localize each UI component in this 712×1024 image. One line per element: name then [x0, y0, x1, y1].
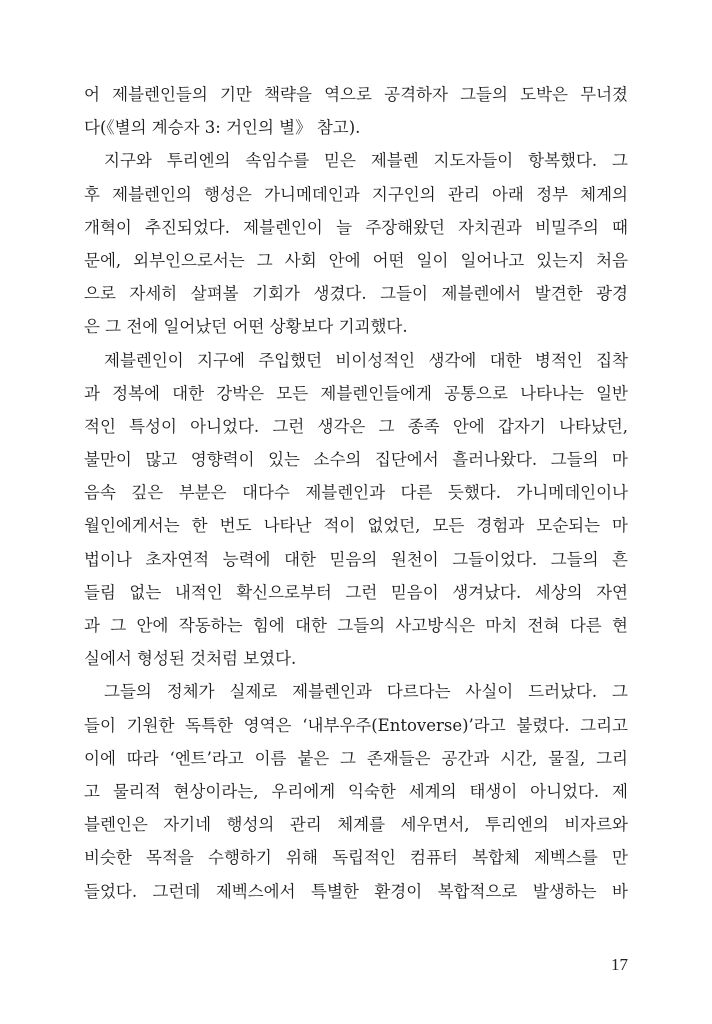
text-line: 실에서 형성된 것처럼 보였다. — [84, 649, 297, 669]
text-line: 적인 특성이 아니었다. 그런 생각은 그 종족 안에 갑자기 나타났던, — [84, 416, 628, 436]
text-line: 월인에게서는 한 번도 나타난 적이 없었던, 모든 경험과 모순되는 마 — [84, 516, 628, 536]
body-text — [84, 78, 628, 908]
text-line: 지구와 투리엔의 속임수를 믿은 제블렌 지도자들이 항복했다. 그 — [104, 151, 628, 171]
text-line: 비슷한 목적을 수행하기 위해 독립적인 컴퓨터 복합체 제벡스를 만 — [84, 848, 628, 868]
text-line: 음속 깊은 부분은 대다수 제블렌인과 다른 듯했다. 가니메데인이나 — [84, 483, 628, 503]
text-line: 제블렌인이 지구에 주입했던 비이성적인 생각에 대한 병적인 집착 — [104, 350, 628, 370]
text-line: 들이 기원한 독특한 영역은 ‘내부우주(Entoverse)’라고 불렸다. 그리고 — [84, 715, 628, 735]
text-line: 개혁이 추진되었다. 제블렌인이 늘 주장해왔던 자치권과 비밀주의 때 — [84, 217, 628, 237]
text-line: 은 그 전에 일어났던 어떤 상황보다 기괴했다. — [84, 317, 408, 337]
text-line: 다(《별의 계승자 3: 거인의 별》 참고). — [84, 118, 361, 138]
text-line: 그들의 정체가 실제로 제블렌인과 다르다는 사실이 드러났다. 그 — [104, 682, 628, 702]
text-line: 들림 없는 내적인 확신으로부터 그런 믿음이 생겨났다. 세상의 자연 — [84, 582, 628, 602]
text-line: 이에 따라 ‘엔트’라고 이름 붙은 그 존재들은 공간과 시간, 물질, 그리 — [84, 748, 628, 768]
text-line: 블렌인은 자기네 행성의 관리 체계를 세우면서, 투리엔의 비자르와 — [84, 815, 628, 835]
text-line: 으로 자세히 살펴볼 기회가 생겼다. 그들이 제블렌에서 발견한 광경 — [84, 284, 628, 304]
text-line: 들었다. 그런데 제벡스에서 특별한 환경이 복합적으로 발생하는 바 — [84, 881, 628, 901]
text-line: 후 제블렌인의 행성은 가니메데인과 지구인의 관리 아래 정부 체계의 — [84, 184, 628, 204]
text-line: 법이나 초자연적 능력에 대한 믿음의 원천이 그들이었다. 그들의 흔 — [84, 549, 628, 569]
text-line: 과 그 안에 작동하는 힘에 대한 그들의 사고방식은 마치 전혀 다른 현 — [84, 616, 628, 635]
text-line: 과 정복에 대한 강박은 모든 제블렌인들에게 공통으로 나타나는 일반 — [84, 383, 628, 403]
text-line: 고 물리적 현상이라는, 우리에게 익숙한 세계의 태생이 아니었다. 제 — [84, 781, 628, 801]
text-line: 불만이 많고 영향력이 있는 소수의 집단에서 흘러나왔다. 그들의 마 — [84, 450, 628, 470]
text-line: 문에, 외부인으로서는 그 사회 안에 어떤 일이 일어나고 있는지 처음 — [84, 250, 628, 270]
text-line: 어 제블렌인들의 기만 책략을 역으로 공격하자 그들의 도박은 무너졌 — [84, 85, 628, 104]
page-number: 17 — [611, 955, 628, 974]
